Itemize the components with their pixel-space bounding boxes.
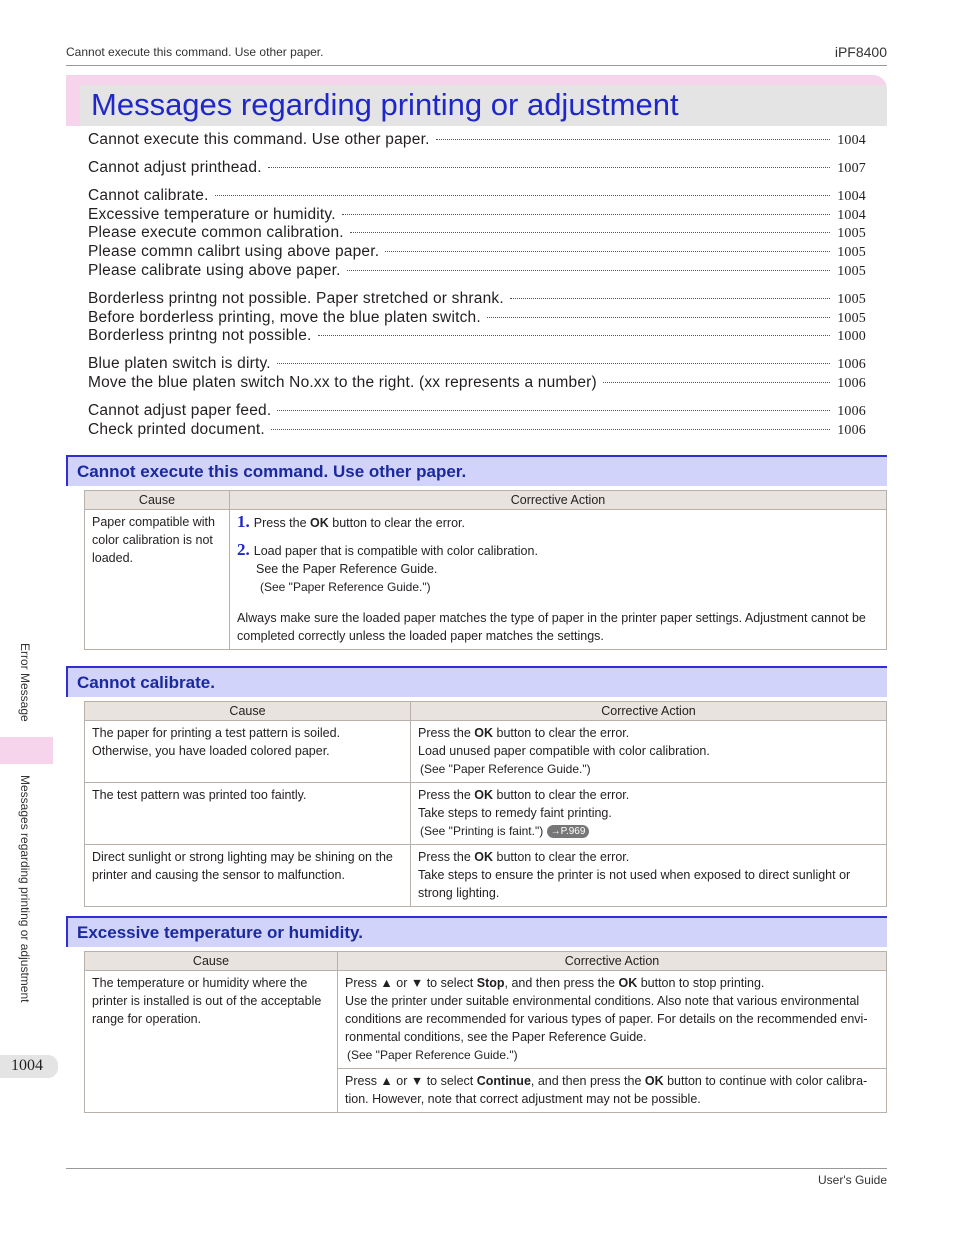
page-number-badge xyxy=(0,1055,58,1078)
section-heading xyxy=(66,916,887,947)
side-section-label[interactable]: Messages regarding printing or adjustment xyxy=(18,775,32,1003)
toc-page-number: 1006 xyxy=(837,376,866,391)
stop-option-label: Stop xyxy=(476,976,505,990)
action-cell xyxy=(411,845,887,907)
reference-link[interactable]: (See "Paper Reference Guide.") xyxy=(347,1048,518,1062)
action-text: Use the printer under suitable environmental conditions. Also note that various environmental conditions are recommended for various types of paper. For details on the recommended envi-ronmental conditions, see the Paper Reference Guide. xyxy=(345,994,868,1044)
toc-leader xyxy=(436,139,830,140)
toc-leader xyxy=(347,270,830,271)
toc-leader xyxy=(271,429,830,430)
step-number: 2. xyxy=(237,540,250,559)
column-header-cause: Cause xyxy=(85,702,411,721)
footer-rule xyxy=(66,1168,887,1169)
toc-page-number: 1005 xyxy=(837,226,866,241)
toc-page-number: 1006 xyxy=(837,404,866,419)
toc-link[interactable] xyxy=(88,187,866,206)
reference-link[interactable]: (See "Paper Reference Guide.") xyxy=(260,580,431,594)
cause-cell: The test pattern was printed too faintly. xyxy=(85,783,411,845)
action-line xyxy=(418,848,879,866)
toc-leader xyxy=(350,232,830,233)
column-header-cause: Cause xyxy=(85,491,230,510)
action-cell xyxy=(338,971,887,1069)
toc-page-number: 1000 xyxy=(837,329,866,344)
toc-link-text: Borderless printng not possible. xyxy=(88,327,312,344)
title-accent-edge xyxy=(66,75,80,126)
action-text: Press the xyxy=(418,850,475,864)
action-line xyxy=(418,786,879,804)
action-cell xyxy=(230,510,887,650)
toc-page-number: 1005 xyxy=(837,264,866,279)
cause-cell: Direct sunlight or strong lighting may be shining on the printer and causing the sensor to malfunction. xyxy=(85,845,411,907)
toc-leader xyxy=(268,167,830,168)
action-text: Load unused paper compatible with color calibration. xyxy=(418,744,710,758)
toc-link-text: Please commn calibrt using above paper. xyxy=(88,243,380,260)
column-header-cause: Cause xyxy=(85,952,338,971)
action-cell xyxy=(411,721,887,783)
toc-leader xyxy=(487,317,830,318)
table-row xyxy=(85,971,887,1069)
toc-page-number: 1004 xyxy=(837,133,866,148)
toc-link-text: Check printed document. xyxy=(88,421,265,438)
action-text: Press the xyxy=(418,726,475,740)
section-heading-text: Cannot calibrate. xyxy=(77,673,215,692)
column-header-action: Corrective Action xyxy=(230,491,887,510)
section-heading-text: Cannot execute this command. Use other paper. xyxy=(77,462,467,481)
cause-cell: The paper for printing a test pattern is soiled. Otherwise, you have loaded colored paper. xyxy=(85,721,411,783)
action-text: , and then press the xyxy=(504,976,619,990)
toc-link-text: Please execute common calibration. xyxy=(88,224,344,241)
toc-link[interactable] xyxy=(88,224,866,243)
toc-link-text: Move the blue platen switch No.xx to the right. (xx represents a number) xyxy=(88,374,597,391)
section-heading xyxy=(66,666,887,697)
action-text: Press ▲ or ▼ to select xyxy=(345,1074,477,1088)
page-title: Messages regarding printing or adjustment xyxy=(91,87,679,122)
toc-link-text: Cannot adjust paper feed. xyxy=(88,402,272,419)
action-text: button to continue with color calibra-tion. However, note that correct adjustment may not be possible. xyxy=(345,1074,868,1106)
title-accent-bar xyxy=(66,75,887,85)
section-heading-text: Excessive temperature or humidity. xyxy=(77,923,363,942)
toc-leader xyxy=(342,214,830,215)
toc-page-number: 1005 xyxy=(837,311,866,326)
step-text: button to clear the error. xyxy=(328,516,465,530)
ok-key-label: OK xyxy=(474,726,494,740)
toc-leader xyxy=(277,410,830,411)
toc-leader xyxy=(277,363,830,364)
toc-link[interactable] xyxy=(88,402,866,421)
footer-guide-label: User's Guide xyxy=(818,1173,887,1187)
toc-leader xyxy=(603,382,830,383)
cause-cell: The temperature or humidity where the printer is installed is out of the acceptable range for operation. xyxy=(85,971,338,1113)
reference-link[interactable]: (See "Printing is faint.") xyxy=(420,824,544,838)
section-heading xyxy=(66,455,887,486)
page-link-badge[interactable]: →P.969 xyxy=(547,825,590,838)
toc-leader xyxy=(510,298,830,299)
toc-page-number: 1006 xyxy=(837,357,866,372)
action-text: Take steps to remedy faint printing. xyxy=(418,806,612,820)
ok-key-label: OK xyxy=(310,516,329,530)
action-text: button to clear the error. xyxy=(493,788,630,802)
step-text: Press the xyxy=(253,516,311,530)
action-text: button to clear the error. xyxy=(493,850,630,864)
column-header-action: Corrective Action xyxy=(411,702,887,721)
toc-link-text: Cannot calibrate. xyxy=(88,187,209,204)
side-tab-marker xyxy=(0,737,53,764)
table-row xyxy=(85,510,887,650)
toc-link-text: Borderless printng not possible. Paper stretched or shrank. xyxy=(88,290,504,307)
toc-link[interactable] xyxy=(88,159,866,178)
cause-action-table xyxy=(84,490,887,650)
continue-option-label: Continue xyxy=(476,1074,531,1088)
toc-link[interactable] xyxy=(88,355,866,374)
page-number: 1004 xyxy=(11,1057,43,1074)
reference-link[interactable]: (See "Paper Reference Guide.") xyxy=(420,762,591,776)
toc-leader xyxy=(215,195,830,196)
cause-action-table xyxy=(84,951,887,1113)
ok-key-label: OK xyxy=(618,976,638,990)
toc-leader xyxy=(318,335,830,336)
ok-key-label: OK xyxy=(474,788,494,802)
header-rule xyxy=(66,65,887,66)
action-cell xyxy=(338,1069,887,1113)
ok-key-label: OK xyxy=(474,850,494,864)
action-line xyxy=(345,1072,879,1108)
table-row xyxy=(85,721,887,783)
action-line xyxy=(418,724,879,742)
toc-link[interactable] xyxy=(88,290,866,309)
action-text: button to stop printing. xyxy=(637,976,765,990)
toc-link[interactable] xyxy=(88,327,866,346)
toc-page-number: 1007 xyxy=(837,161,866,176)
toc-link[interactable] xyxy=(88,262,866,281)
page-title-banner xyxy=(66,75,887,126)
cause-action-table xyxy=(84,701,887,907)
running-header-model: iPF8400 xyxy=(834,44,887,60)
toc-link[interactable] xyxy=(88,131,866,150)
side-chapter-label[interactable]: Error Message xyxy=(18,643,32,722)
ok-key-label: OK xyxy=(644,1074,664,1088)
toc-page-number: 1004 xyxy=(837,208,866,223)
action-text: Press ▲ or ▼ to select xyxy=(345,976,477,990)
running-header-title: Cannot execute this command. Use other paper. xyxy=(66,45,324,59)
toc-page-number: 1005 xyxy=(837,245,866,260)
action-text: Take steps to ensure the printer is not used when exposed to direct sunlight or strong lighting. xyxy=(418,868,851,900)
action-cell xyxy=(411,783,887,845)
toc-link-text: Cannot adjust printhead. xyxy=(88,159,262,176)
table-row xyxy=(85,783,887,845)
toc-page-number: 1004 xyxy=(837,189,866,204)
toc-link-text: Excessive temperature or humidity. xyxy=(88,206,336,223)
step-1 xyxy=(237,513,879,532)
table-row xyxy=(85,845,887,907)
note-text: Always make sure the loaded paper matches the type of paper in the printer paper settings. Adjustment cannot be completed correctly unless the loaded paper matches the settings. xyxy=(237,611,866,643)
toc-link-text: Please calibrate using above paper. xyxy=(88,262,341,279)
toc-link-text: Cannot execute this command. Use other paper. xyxy=(88,131,430,148)
step-text: See the Paper Reference Guide. xyxy=(256,562,438,576)
toc-link[interactable] xyxy=(88,421,866,440)
action-text: Press the xyxy=(418,788,475,802)
step-text: Load paper that is compatible with color calibration. xyxy=(253,544,538,558)
reference-line xyxy=(418,822,879,840)
toc-link[interactable] xyxy=(88,243,866,262)
toc-page-number: 1005 xyxy=(837,292,866,307)
toc-link[interactable] xyxy=(88,374,866,393)
toc-link-text: Blue platen switch is dirty. xyxy=(88,355,271,372)
column-header-action: Corrective Action xyxy=(338,952,887,971)
step-2 xyxy=(237,541,879,560)
toc-link[interactable] xyxy=(88,309,866,328)
step-number: 1. xyxy=(237,512,250,531)
toc-page-number: 1006 xyxy=(837,423,866,438)
action-text: button to clear the error. xyxy=(493,726,630,740)
action-text: , and then press the xyxy=(530,1074,645,1088)
toc-link[interactable] xyxy=(88,206,866,225)
cause-cell: Paper compatible with color calibration is not loaded. xyxy=(85,510,230,650)
action-line xyxy=(345,974,879,992)
toc-link-text: Before borderless printing, move the blue platen switch. xyxy=(88,309,481,326)
toc-leader xyxy=(385,251,830,252)
